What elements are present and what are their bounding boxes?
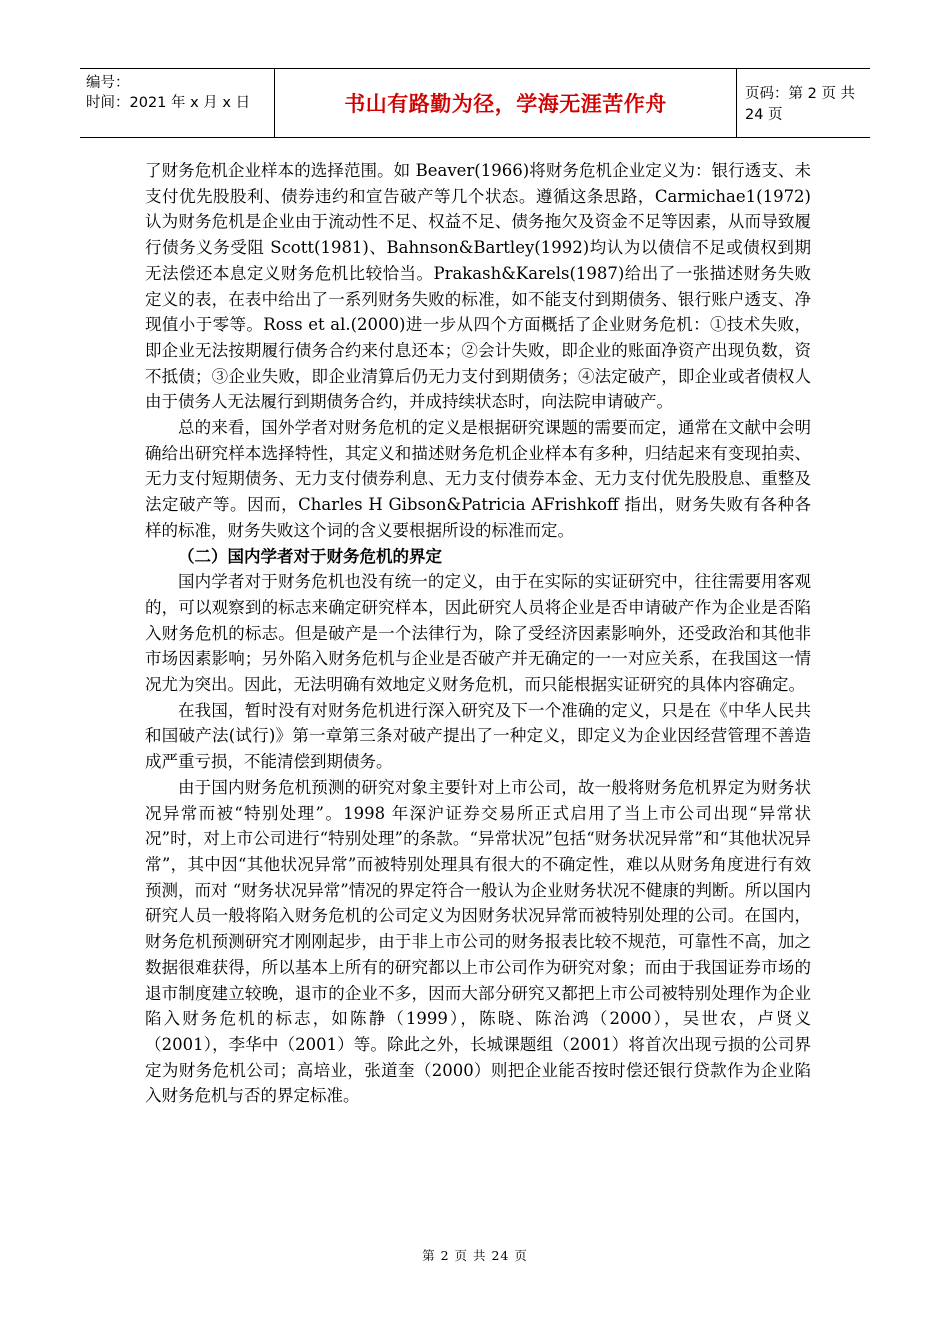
paragraph-bankruptcy-law: 在我国，暂时没有对财务危机进行深入研究及下一个准确的定义，只是在《中华人民共和国破产法(试行)》第一章第三条对破产提出了一种定义，即定义为企业因经营管理不善造成严重亏损，不能清偿到期债务。 bbox=[145, 700, 811, 772]
paragraph-summary: 总的来看，国外学者对财务危机的定义是根据研究课题的需要而定，通常在文献中会明确给出研究样本选择特性，其定义和描述财务危机企业样本有多种，归结起来有变现拍卖、无力支付短期债务、无力支付债券利息、无力支付债券本金、无力支付优先股股息、重整及法定破产等。因而，Charles H Gibson&Patricia AFrishkoff 指出，财务失败有各种各样的标准，财务失败这个词的含义要根据所设的标准而定。 bbox=[145, 418, 811, 540]
document-date: 时间：2021 年 x 月 x 日 bbox=[86, 95, 251, 111]
header-motto-cell bbox=[275, 69, 737, 137]
section-heading-domestic: （二）国内学者对于财务危机的界定 bbox=[178, 546, 442, 566]
paragraph-special-treatment: 由于国内财务危机预测的研究对象主要针对上市公司，故一般将财务危机界定为财务状况异常而被“特别处理”。1998 年深沪证券交易所正式启用了当上市公司出现“异常状况”时，对上市公司进行“特别处理”的条款。“异常状况”包括“财务状况异常”和“其他状况异常”，其中因“其他状况异常”而被特别处理具有很大的不确定性，难以从财务角度进行有效预测，而对 “财务状况异常”情况的界定符合一般认为企业财务状况不健康的判断。所以国内研究人员一般将陷入财务危机的公司定义为因财务状况异常而被特别处理的公司。在国内，财务危机预测研究才刚刚起步，由于非上市公司的财务报表比较不规范，可靠性不高，加之数据很难获得，所以基本上所有的研究都以上市公司作为研究对象；而由于我国证券市场的退市制度建立较晚，退市的企业不多，因而大部分研究又都把上市公司被特别处理作为企业陷入财务危机的标志，如陈静（1999），陈晓、陈治鸿（2000），吴世农，卢贤义（2001），李华中（2001）等。除此之外，长城课题组（2001）将首次出现亏损的公司界定为财务危机公司；高培业，张道奎（2000）则把企业能否按时偿还银行贷款作为企业陷入财务危机与否的界定标准。 bbox=[145, 777, 811, 1106]
header-meta bbox=[80, 69, 275, 137]
document-body bbox=[145, 158, 811, 1109]
header-page-info: 页码：第 2 页 共 24 页 bbox=[745, 86, 856, 123]
page-footer: 第 2 页 共 24 页 bbox=[422, 1248, 528, 1263]
paragraph-foreign-definitions: 了财务危机企业样本的选择范围。如 Beaver(1966)将财务危机企业定义为：银行透支、未支付优先股股利、债券违约和宣告破产等几个状态。遵循这条思路，Carmichae1(1972)认为财务危机是企业由于流动性不足、权益不足、债务拖欠及资金不足等因素，从而导致履行债务义务受阻 Scott(1981)、Bahnson&Bartley(1992)均认为以债信不足或债权到期无法偿还本息定义财务危机比较恰当。Prakash&Karels(1987)给出了一张描述财务失败定义的表，在表中给出了一系列财务失败的标准，如不能支付到期债务、银行账户透支、净现值小于零等。Ross et al.(2000)进一步从四个方面概括了企业财务危机：①技术失败，即企业无法按期履行债务合约来付息还本；②会计失败，即企业的账面净资产出现负数，资不抵债；③企业失败，即企业清算后仍无力支付到期债务；④法定破产，即企业或者债权人由于债务人无法履行到期债务合约，并成持续状态时，向法院申请破产。 bbox=[145, 161, 811, 412]
header-motto: 书山有路勤为径，学海无涯苦作舟 bbox=[344, 92, 667, 116]
paragraph-domestic-scholars: 国内学者对于财务危机也没有统一的定义，由于在实际的实证研究中，往往需要用客观的，可以观察到的标志来确定研究样本，因此研究人员将企业是否申请破产作为企业是否陷入财务危机的标志。但是破产是一个法律行为，除了受经济因素影响外，还受政治和其他非市场因素影响；另外陷入财务危机与企业是否破产并无确定的一一对应关系，在我国这一情况尤为突出。因此，无法明确有效地定义财务危机，而只能根据实证研究的具体内容确定。 bbox=[145, 572, 811, 695]
page-header bbox=[80, 68, 870, 138]
document-number-label: 编号： bbox=[86, 75, 130, 91]
